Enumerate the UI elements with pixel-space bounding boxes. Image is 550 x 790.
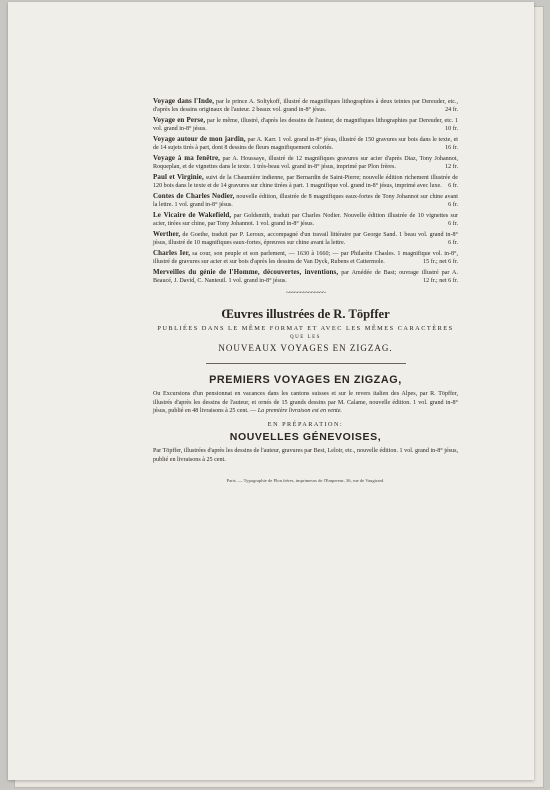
printer-footer: Paris. — Typographie de Plon frères, imprimeurs de l'Empereur, 36, rue de Vaugirard. — [226, 477, 385, 483]
book-description: suivi de la Chaumière indienne, par Bernardin de Saint-Pierre; nouvelle édition richement illustrée de 120 bois dans le texte et de 14 gravures sur chine tirées à part. 1 magnifique vol. grand in-8° jésus, imprimé avec luxe. — [153, 174, 458, 190]
book-price: 16 fr. — [445, 145, 458, 152]
book-title: Voyage autour de mon jardin, — [153, 134, 246, 143]
book-description: par Goldsmith, traduit par Charles Nodier. Nouvelle édition illustrée de 10 vignettes sur acier, tirées sur chine, par Tony Johannot. 1 vol. grand in-8° jésus. — [153, 212, 458, 228]
book-title: Voyage en Perse, — [153, 115, 206, 124]
book-price: 24 fr. — [445, 107, 458, 114]
page-content — [153, 97, 458, 483]
book-description: par le même, illustré, d'après les dessins de l'auteur, de magnifiques lithographies par Dereuder, etc. 1 vol. grand in-8° jésus. — [153, 117, 458, 133]
section-subtitle-line2: QUE LES — [290, 335, 321, 341]
book-entry — [153, 192, 458, 210]
book-price: 6 fr. — [448, 183, 458, 190]
book-description: par le prince A. Soltykoff, illustré de magnifiques lithographies à deux teintes par Dereuder, etc., d'après les dessins originaux de l'auteur. 2 beaux vol. grand in-8° jésus. — [153, 99, 458, 114]
book-entry — [153, 97, 458, 115]
nouvelles-genevoises-title: NOUVELLES GÉNEVOISES, — [229, 431, 382, 444]
book-price: 15 fr.; net 6 fr. — [423, 259, 458, 266]
book-price: 6 fr. — [448, 240, 458, 247]
book-price: 12 fr.; net 6 fr. — [423, 278, 458, 285]
document-page — [8, 2, 534, 780]
book-price: 12 fr. — [445, 164, 458, 171]
en-preparation-label: EN PRÉPARATION: — [267, 421, 344, 429]
section-subtitle-line1: PUBLIÉES DANS LE MÊME FORMAT ET AVEC LES MÊMES CARACTÈRES — [157, 325, 454, 333]
book-entry — [153, 230, 458, 248]
book-entry — [153, 211, 458, 229]
book-entry — [153, 135, 458, 153]
nouvelles-genevoises-text: Par Töpffer, illustrées d'après les dessins de l'auteur, gravures par Best, Leloir, etc., nouvelle édition. 1 vol. grand in-8° jésus, publié en livraisons à 25 cent. — [153, 448, 458, 463]
book-title: Voyage dans l'Inde, — [153, 97, 215, 105]
book-description: par A. Houssaye, illustré de 12 magnifiques gravures sur acier d'après Diaz, Tony Johannot, Roqueplan, et de vignettes dans le texte. 1 très-beau vol. grand in-8° jésus, imprimé par Plon frères. — [153, 155, 459, 171]
book-title: Werther, — [153, 229, 181, 238]
book-entry — [153, 116, 458, 134]
book-price: 6 fr. — [448, 202, 458, 209]
divider-rule — [206, 363, 406, 364]
premiers-voyages-title: PREMIERS VOYAGES EN ZIGZAG, — [209, 374, 402, 387]
book-title: Merveilles du génie de l'Homme, découvertes, inventions, — [153, 267, 339, 276]
book-entry — [153, 154, 458, 172]
premiers-voyages-note: La première livraison est en vente. — [257, 408, 342, 415]
premiers-voyages-body: Ou Excursions d'un pensionnat en vacances dans les cantons suisses et sur le revers italien des Alpes, par R. Töpffer, illustrés d'après les dessins de l'auteur, et ornés de 15 grands dessins par M. Calame, nouvelle édition. 1 vol. grand in-8° jésus, publié en 48 livraisons à 25 cent. — — [153, 391, 458, 415]
book-list — [153, 97, 458, 285]
premiers-voyages-text — [153, 390, 458, 415]
book-price: 10 fr. — [445, 126, 458, 133]
book-description: par Amédée de Bast; ouvrage illustré par A. Beaucé, J. David, C. Nanteuil. 1 vol. grand in-8° jésus. — [153, 269, 458, 285]
book-entry — [153, 173, 458, 191]
book-title: Le Vicaire de Wakefield, — [153, 210, 232, 219]
ornament-separator: ~~~~~~~~~~~~~~ — [285, 289, 326, 298]
book-price: 6 fr. — [448, 221, 458, 228]
book-description: par A. Karr. 1 vol. grand in-8° jésus, illustré de 150 gravures sur bois dans le texte, et de 14 sujets tirés à part, dont 8 dessins de fleurs magnifiquement coloriés. — [153, 136, 458, 152]
book-description: nouvelle édition, illustrée de 8 magnifiques eaux-fortes de Tony Johannot sur chine avant la lettre. 1 vol. grand in-8° jésus. — [153, 193, 458, 209]
book-title: Voyage à ma fenêtre, — [153, 153, 221, 162]
book-title: Charles Ier, — [153, 248, 191, 257]
book-entry — [153, 249, 458, 267]
book-title: Contes de Charles Nodier, — [153, 191, 235, 200]
book-description: de Goethe, traduit par P. Leroux, accompagné d'un travail littéraire par George Sand. 1 beau vol. grand in-8° jésus, illustré de 10 magnifiques eaux-fortes, épreuves sur chine avant la lettre. — [153, 231, 458, 247]
book-entry — [153, 268, 458, 286]
book-description: sa cour, son peuple et son parlement, — 1630 à 1660; — par Philarète Chasles. 1 magnifique vol. in-8°, illustré de gravures sur acier et sur bois d'après les dessins de Van Dyck, Rubens et Cattermole. — [153, 250, 458, 266]
section-subtitle-line3: NOUVEAUX VOYAGES EN ZIGZAG. — [218, 343, 393, 354]
section-title-oeuvres: Œuvres illustrées de R. Töpffer — [221, 307, 390, 322]
book-title: Paul et Virginie, — [153, 172, 204, 181]
